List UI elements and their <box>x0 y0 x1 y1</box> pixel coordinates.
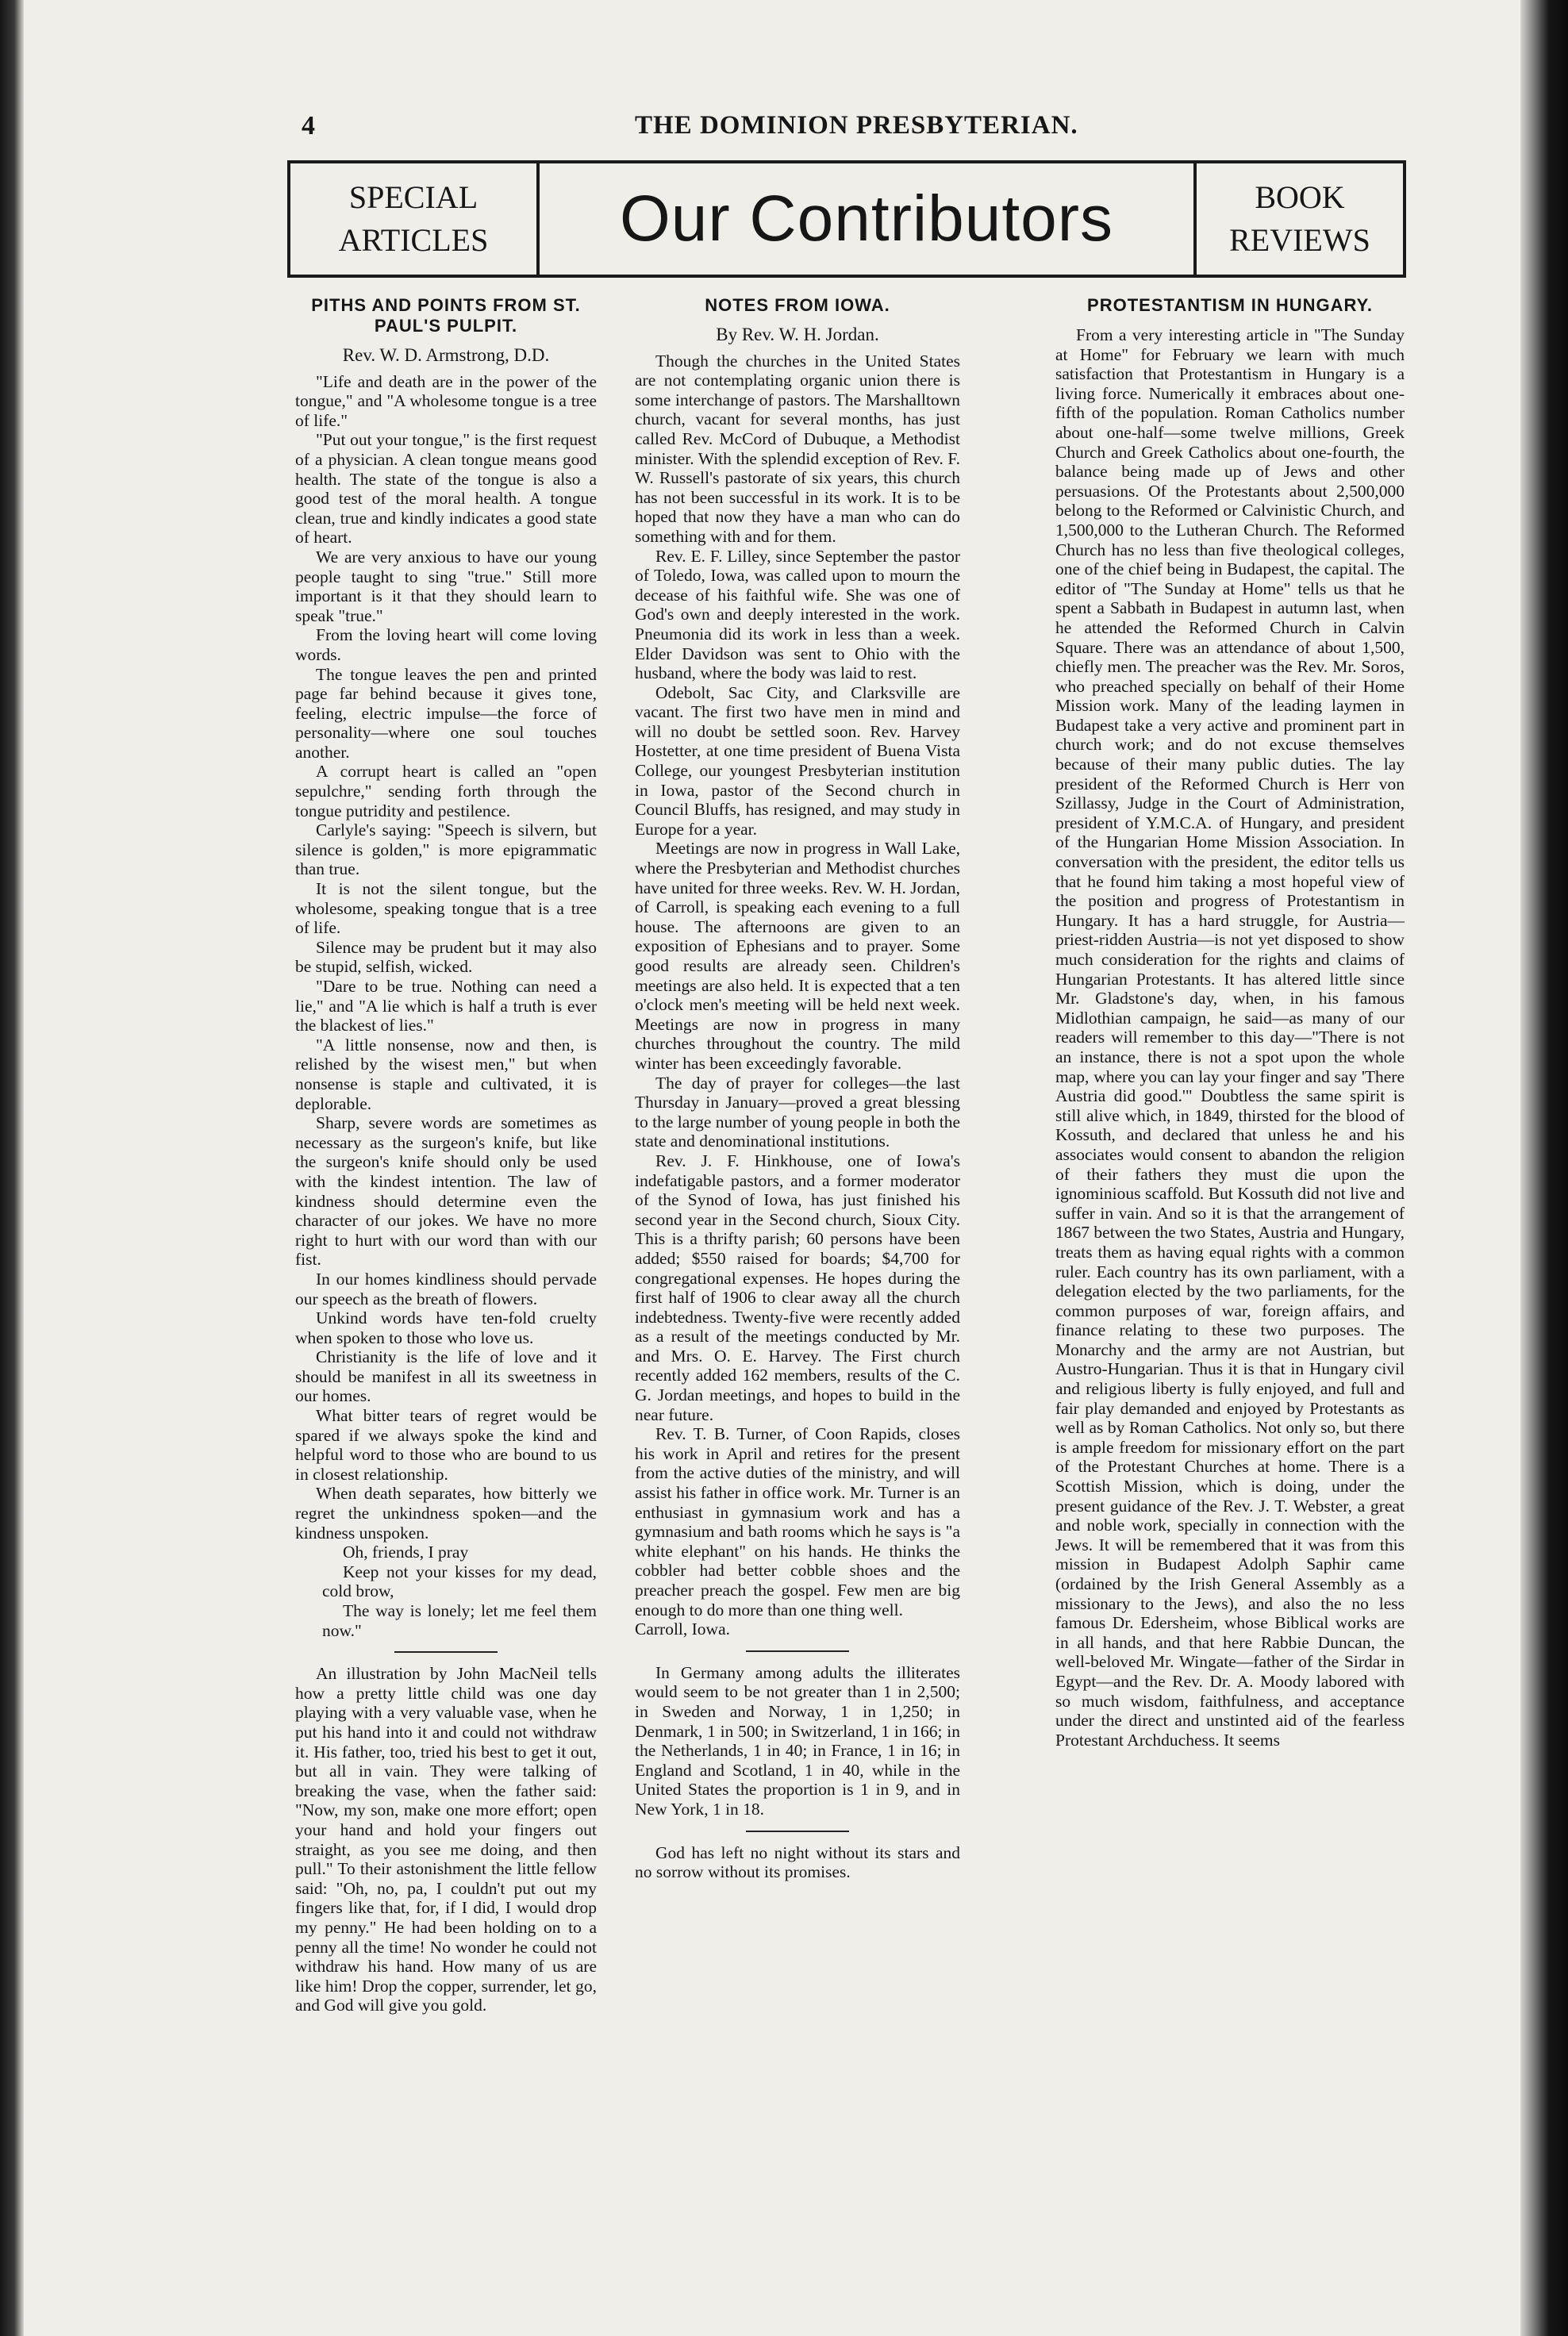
section-divider <box>394 1651 498 1653</box>
article-title: NOTES FROM IOWA. <box>705 295 890 315</box>
paragraph: We are very anxious to have our young people taught to sing "true." Still more important is it that they should learn to speak "true." <box>295 547 597 625</box>
paragraph: Unkind words have ten-fold cruelty when spoken to those who love us. <box>295 1308 597 1347</box>
book-label: BOOK <box>1255 179 1345 215</box>
column-protestantism-in-hungary <box>1055 295 1405 1750</box>
scan-edge-left <box>0 0 24 2336</box>
column-notes-from-iowa <box>635 295 960 1882</box>
column-piths-and-points <box>295 295 597 2015</box>
signoff: Carroll, Iowa. <box>635 1619 731 1639</box>
reviews-label: REVIEWS <box>1229 222 1370 258</box>
paragraph: "Dare to be true. Nothing can need a lie," and "A lie which is half a truth is ever the blackest of lies." <box>295 977 597 1035</box>
article-title: PROTESTANTISM IN HUNGARY. <box>1087 295 1373 315</box>
paragraph: A corrupt heart is called an "open sepulchre," sending forth through the tongue putridity and pestilence. <box>295 762 597 820</box>
section-divider <box>746 1650 849 1652</box>
paragraph: Odebolt, Sac City, and Clarksville are vacant. The first two have men in mind and will no doubt be settled soon. Rev. Harvey Hostetter, at one time president of Buena Vista College, our youngest Presbyterian institution in Iowa, pastor of the Second church in Council Bluffs, has resigned, and may study in Europe for a year. <box>635 682 960 839</box>
paragraph: Rev. J. F. Hinkhouse, one of Iowa's indefatigable pastors, and a former moderator of the Synod of Iowa, has just finished his second year in the Second church, Sioux City. This is a thrifty parish; 60 persons have been added; $550 raised for boards; $4,700 for congregational expenses. He hopes during the first half of 1906 to clear away all the church indebtedness. Twenty-five were recently added as a result of the meetings conducted by Mr. and Mrs. O. E. Harvey. The First church recently added 162 members, results of the C. G. Jordan meetings, and hopes to build in the near future. <box>635 1151 960 1424</box>
paragraph: Though the churches in the United States are not contemplating organic union there is some interchange of pastors. The Marshalltown church, vacant for several months, has just called Rev. McCord of Dubuque, a Methodist minister. With the splendid exception of Rev. F. W. Russell's pastorate of six years, this church has not been successful in its work. It is to be hoped that now they have a man who can do something with and for them. <box>635 351 960 546</box>
paragraph: The day of prayer for colleges—the last Thursday in January—proved a great blessing to the large number of young people in both the state and denominational institutions. <box>635 1073 960 1151</box>
section-title: Our Contributors <box>619 182 1114 255</box>
article-byline: Rev. W. D. Armstrong, D.D. <box>342 345 550 365</box>
paragraph: Silence may be prudent but it may also be stupid, selfish, wicked. <box>295 937 597 977</box>
paragraph: In our homes kindliness should pervade our speech as the breath of flowers. <box>295 1269 597 1308</box>
poem-line: Keep not your kisses for my dead, cold brow, <box>322 1562 597 1601</box>
paragraph: "Put out your tongue," is the first request of a physician. A clean tongue means good health. The state of the tongue is also a good test of the moral health. A tongue clean, true and kindly indicates a good state of heart. <box>295 430 597 548</box>
paragraph: From a very interesting article in "The Sunday at Home" for February we learn with much satisfaction that Protestantism in Hungary is a living force. Numerically it embraces about one-fifth of the population. Roman Catholics number about one-half—some twelve millions, Greek Church and Greek Catholics about one-fourth, the balance being made up of Jews and other persuasions. Of the Protestants about 2,500,000 belong to the Reformed or Calvinistic Church, and 1,500,000 to the Lutheran Church. The Reformed Church has no less than five theological colleges, one of the chief being in Budapest, the capital. The editor of "The Sunday at Home" tells us that he spent a Sabbath in Budapest in autumn last, when he attended the Reformed Church in Calvin Square. There was an attendance of about 1,500, chiefly men. The preacher was the Rev. Mr. Soros, who preached specially on behalf of their Home Mission work. Many of the leading laymen in Budapest take a very active and prominent part in church work; and do not excuse themselves because of their many public duties. The lay president of the Reformed Church is Herr von Szillassy, Judge in the Court of Administration, president of Y.M.C.A. of Hungary, and president of the Hungarian Home Mission Association. In conversation with the president, the editor tells us that he found him taking a most hopeful view of the position and progress of Protestantism in Hungary. It has a hard struggle, for Austria—priest-ridden Austria—is not yet disposed to show much consideration for the rights and claims of Hungarian Protestants. It has altered little since Mr. Gladstone's day, when, in his famous Midlothian campaign, he said—as many of our readers will remember to this day—"There is not an instance, there is not a spot upon the whole map, where you can lay your finger and say 'There Austria did good.'" Doubtless the same spirit is still alive which, in 1849, thirsted for the blood of Kossuth, and declared that unless he and his associates would consent to abandon the religion of their fathers they must die upon the ignominious scaffold. But Kossuth did not live and suffer in vain. And so it is that the arrangement of 1867 between the two States, Austria and Hungary, treats them as having equal rights with a common ruler. Each country has its own parliament, with a delegation elected by the two parliaments, for the common purposes of war, foreign affairs, and finance relating to these two purposes. The Monarchy and the army are not Austrian, but Austro-Hungarian. Thus it is that in Hungary civil and religious liberty is fully enjoyed, and full and fair play demanded and enjoyed by Protestants as well as by Roman Catholics. Not only so, but there is ample freedom for missionary effort on the part of the Protestant Churches at home. There is a Scottish Mission, which is doing, under the present guidance of the Rev. J. T. Webster, a great and noble work, specially in connection with the Jews. It will be remembered that it was from this mission in Budapest Adolph Saphir came (ordained by the Irish General Assembly as a missionary to the Jews), and also the no less famous Dr. Edersheim, whose Biblical works are in all hands, and that here Rabbie Duncan, the well-beloved Mr. Wingate—father of the Sirdar in Egypt—and the Rev. Dr. A. Moody labored with so much wisdom, faithfulness, and acceptance under the direct and unstinted aid of the fearless Protestant Archduchess. It seems <box>1055 325 1405 1750</box>
paragraph: Meetings are now in progress in Wall Lake, where the Presbyterian and Methodist churches have united for three weeks. Rev. W. H. Jordan, of Carroll, is speaking each evening to a full house. The afternoons are given to an exposition of Ephesians and to prayer. Some good results are already seen. Children's meetings are also held. It is expected that a ten o'clock men's meeting will be held next week. Meetings are now in progress in many churches throughout the country. The mild winter has been exceedingly favorable. <box>635 839 960 1073</box>
paragraph-story: An illustration by John MacNeil tells how a pretty little child was one day playing with a very valuable vase, when he put his hand into it and could not withdraw it. His father, too, tried his best to get it out, but all in vain. They were talking of breaking the vase, when the father said: "Now, my son, make one more effort; open your hand and hold your fingers out straight, as you see me doing, and then pull." To their astonishment the little fellow said: "Oh, no, pa, I couldn't put out my fingers like that, for, if I did, I would drop my penny." He had been holding on to a penny all the time! No wonder he could not withdraw his hand. How many of us are like him! Drop the copper, surrender, let go, and God will give you gold. <box>295 1664 597 2015</box>
scan-edge-right <box>1520 0 1568 2336</box>
paragraph: From the loving heart will come loving words. <box>295 625 597 664</box>
paragraph-stars-note: God has left no night without its stars and no sorrow without its promises. <box>635 1842 960 1882</box>
running-head: THE DOMINION PRESBYTERIAN. <box>635 111 1078 140</box>
paragraph: What bitter tears of regret would be spared if we always spoke the kind and helpful word to those who are bound to us in closest relationship. <box>295 1406 597 1484</box>
section-divider <box>746 1831 849 1832</box>
paragraph: "A little nonsense, now and then, is relished by the wisest men," but when nonsense is staple and cultivated, it is deplorable. <box>295 1035 597 1113</box>
paragraph: It is not the silent tongue, but the wholesome, speaking tongue that is a tree of life. <box>295 879 597 938</box>
paragraph: Christianity is the life of love and it should be manifest in all its sweetness in our homes. <box>295 1347 597 1406</box>
paragraph: The tongue leaves the pen and printed page far behind because it gives tone, feeling, electric impulse—the force of personality—where one soul touches another. <box>295 664 597 762</box>
paragraph: Rev. T. B. Turner, of Coon Rapids, closes his work in April and retires for the present from the active duties of the ministry, and will assist his father in office work. Mr. Turner is an enthusiast in gymnasium work and has a gymnasium and bath rooms which he says is "a white elephant" on his hands. He thinks the cobbler had better cobble shoes and the preacher preach the gospel. Few men are big enough to do more than one thing well. <box>635 1424 960 1619</box>
poem-line: Oh, friends, I pray <box>343 1543 469 1562</box>
paragraph: When death separates, how bitterly we regret the unkindness spoken—and the kindness unspoken. <box>295 1484 597 1543</box>
paragraph: Carlyle's saying: "Speech is silvern, but silence is golden," is more epigrammatic than true. <box>295 820 597 879</box>
poem-line: The way is lonely; let me feel them now." <box>322 1601 597 1640</box>
book-reviews-panel <box>1193 163 1403 275</box>
special-label: SPECIAL <box>348 179 478 215</box>
articles-label: ARTICLES <box>338 222 489 258</box>
special-articles-panel <box>290 163 540 275</box>
paragraph: Rev. E. F. Lilley, since September the pastor of Toledo, Iowa, was called upon to mourn the decease of his faithful wife. She was one of God's own and deeply interested in the work. Pneumonia did its work in less than a week. Elder Davidson was sent to Ohio with the husband, where the body was laid to rest. <box>635 546 960 683</box>
article-title: PITHS AND POINTS FROM ST. PAUL'S PULPIT. <box>311 295 581 336</box>
article-byline: By Rev. W. H. Jordan. <box>716 325 879 344</box>
page-number: 4 <box>302 111 315 140</box>
paragraph-illiteracy-note: In Germany among adults the illiterates would seem to be not greater than 1 in 2,500; in Sweden and Norway, 1 in 1,250; in Denmark, 1 in 500; in Switzerland, 1 in 166; in the Netherlands, 1 in 40; in France, 1 in 16; in England and Scotland, 1 in 40, while in the United States the proportion is 1 in 9, and in New York, 1 in 18. <box>635 1662 960 1819</box>
paragraph: Sharp, severe words are sometimes as necessary as the surgeon's knife, but like the surgeon's knife should only be used with the kindest intention. The law of kindness should determine even the character of our jokes. We have no more right to hurt with our word than with our fist. <box>295 1113 597 1270</box>
section-header <box>287 160 1406 278</box>
paragraph: "Life and death are in the power of the tongue," and "A wholesome tongue is a tree of life." <box>295 371 597 430</box>
